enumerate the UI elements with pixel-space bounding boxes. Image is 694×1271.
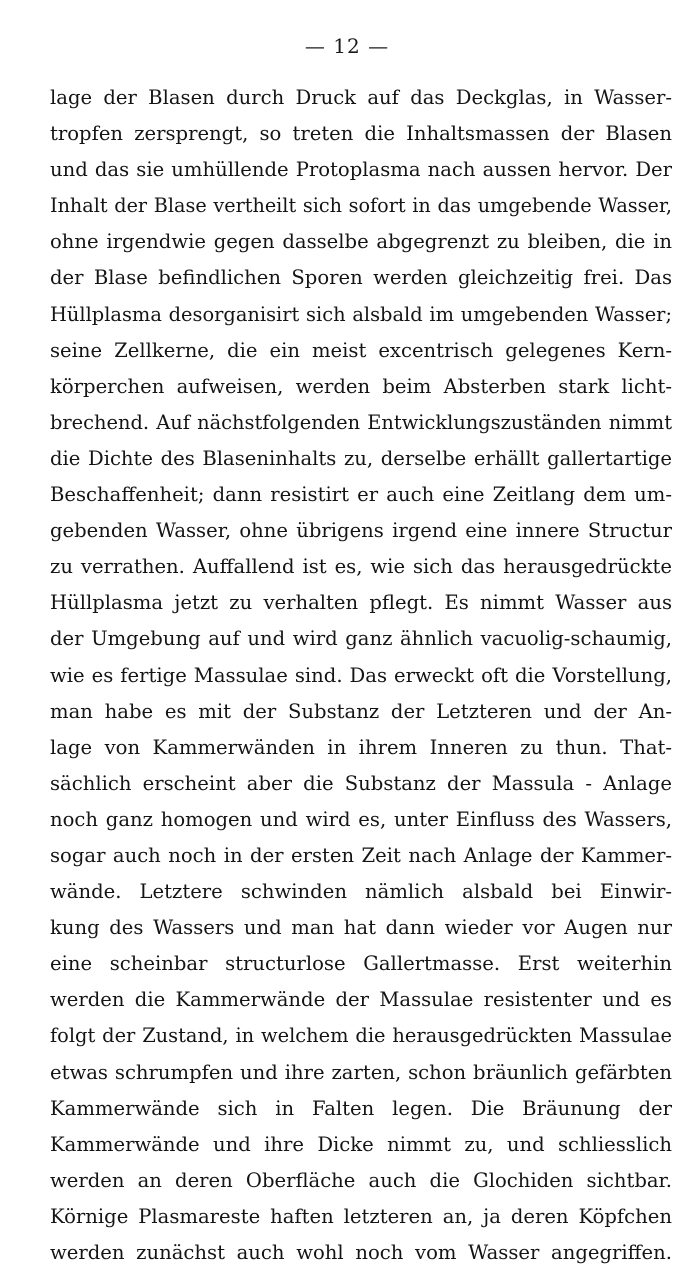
text-line: zu verrathen. Auffallend ist es, wie sich das herausgedrückte xyxy=(50,555,672,579)
text-line: Körnige Plasmareste haften letzteren an, ja deren Köpfchen xyxy=(50,1204,672,1228)
text-line: der Umgebung auf und wird ganz ähnlich vacuolig-schaumig, xyxy=(50,627,672,651)
text-line: Kammerwände sich in Falten legen. Die Bräunung der xyxy=(50,1096,672,1120)
text-line: der Blase befindlichen Sporen werden gleichzeitig frei. Das xyxy=(50,266,672,290)
text-line: und das sie umhüllende Protoplasma nach aussen hervor. Der xyxy=(50,158,672,182)
text-line: werden zunächst auch wohl noch vom Wasser angegriffen. xyxy=(50,1241,672,1264)
text-line: Hüllplasma desorganisirt sich alsbald im umgebenden Wasser; xyxy=(50,302,672,326)
text-line: wände. Letztere schwinden nämlich alsbald bei Einwir- xyxy=(50,880,672,904)
text-line: seine Zellkerne, die ein meist excentrisch gelegenes Kern- xyxy=(50,338,672,362)
text-line: man habe es mit der Substanz der Letzteren und der An- xyxy=(50,699,672,723)
text-line: Beschaffenheit; dann resistirt er auch eine Zeitlang dem um- xyxy=(50,483,672,507)
text-line: lage von Kammerwänden in ihrem Inneren zu thun. That- xyxy=(50,735,672,759)
text-line: sächlich erscheint aber die Substanz der Massula - Anlage xyxy=(50,771,672,795)
text-line: wie es fertige Massulae sind. Das erweckt oft die Vorstellung, xyxy=(50,663,672,687)
text-line: ohne irgendwie gegen dasselbe abgegrenzt zu bleiben, die in xyxy=(50,230,672,254)
text-line: brechend. Auf nächstfolgenden Entwicklungszuständen nimmt xyxy=(50,410,672,434)
text-line: lage der Blasen durch Druck auf das Deckglas, in Wasser- xyxy=(50,86,672,109)
text-line: eine scheinbar structurlose Gallertmasse. Erst weiterhin xyxy=(50,952,672,976)
text-line: etwas schrumpfen und ihre zarten, schon bräunlich gefärbten xyxy=(50,1060,672,1084)
text-line: sogar auch noch in der ersten Zeit nach Anlage der Kammer- xyxy=(50,843,672,867)
text-line: körperchen aufweisen, werden beim Absterben stark licht- xyxy=(50,374,672,398)
text-line: noch ganz homogen und wird es, unter Einfluss des Wassers, xyxy=(50,807,672,831)
text-line: kung des Wassers und man hat dann wieder vor Augen nur xyxy=(50,916,672,940)
text-line: Hüllplasma jetzt zu verhalten pflegt. Es nimmt Wasser aus xyxy=(50,591,672,615)
text-line: werden an deren Oberfläche auch die Glochiden sichtbar. xyxy=(50,1168,672,1192)
page-number: — 12 — xyxy=(304,34,390,58)
text-line: Kammerwände und ihre Dicke nimmt zu, und schliesslich xyxy=(50,1132,672,1156)
text-line: folgt der Zustand, in welchem die herausgedrückten Massulae xyxy=(50,1024,672,1048)
text-line: werden die Kammerwände der Massulae resistenter und es xyxy=(50,988,672,1012)
text-line: tropfen zersprengt, so treten die Inhaltsmassen der Blasen xyxy=(50,122,672,146)
text-line: die Dichte des Blaseninhalts zu, derselbe erhällt gallertartige xyxy=(50,446,672,470)
body-text xyxy=(50,80,672,1271)
text-line: gebenden Wasser, ohne übrigens irgend eine innere Structur xyxy=(50,519,672,543)
text-line: Inhalt der Blase vertheilt sich sofort in das umgebende Wasser, xyxy=(50,194,672,218)
